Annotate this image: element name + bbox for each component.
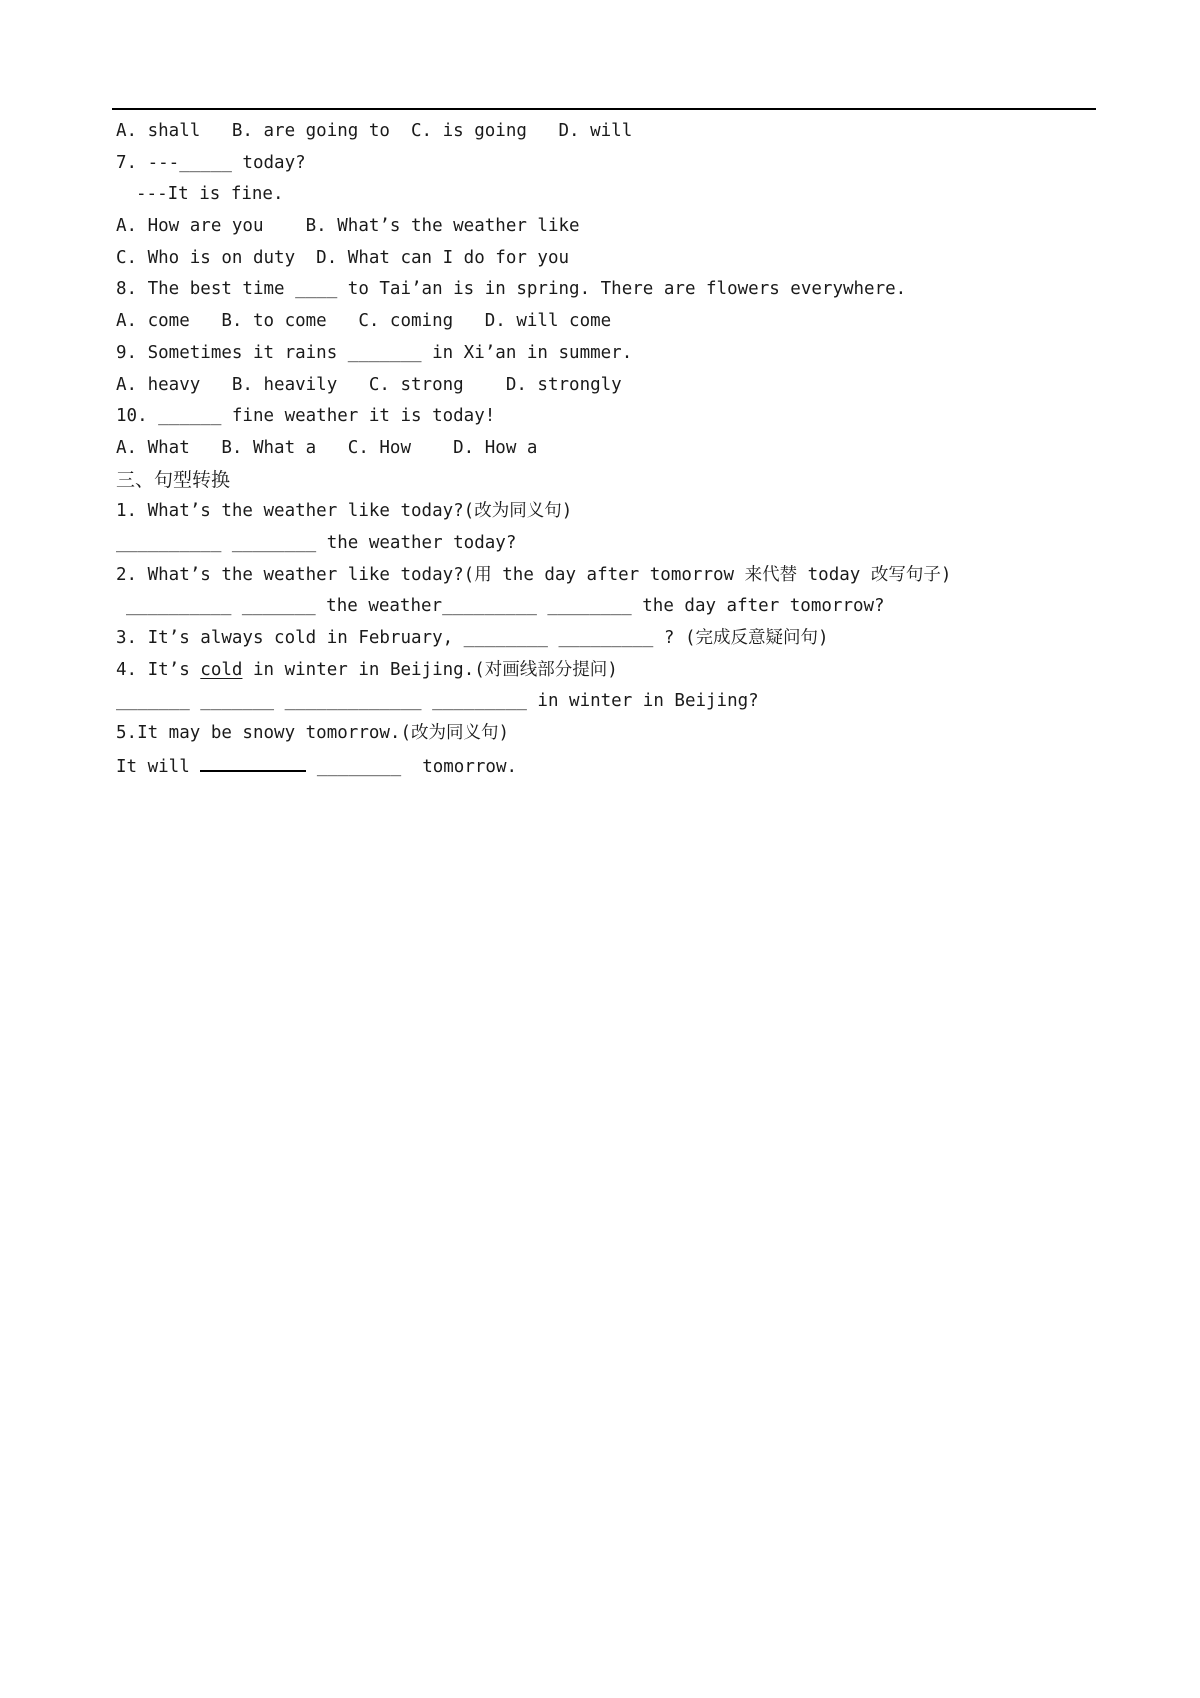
transform-4-answer: _______ _______ _____________ _________ in winter in Beijing? (116, 691, 759, 712)
transform-4-post: in winter in Beijing.(对画线部分提问) (242, 659, 618, 680)
transform-4-pre: 4. It’s (116, 659, 201, 680)
transform-5-question: 5.It may be snowy tomorrow.(改为同义句) (116, 723, 510, 744)
q10-options: A. What B. What a C. How D. How a (116, 437, 538, 458)
transform-5-answer (116, 750, 1096, 782)
transform-3-question: 3. It’s always cold in February, ________ _________ ? (完成反意疑问句) (116, 628, 829, 648)
transform-1-question: 1. What’s the weather like today?(改为同义句) (116, 501, 573, 522)
q7-options-cd: C. Who is on duty D. What can I do for you (116, 247, 570, 268)
header-rule (112, 108, 1096, 110)
q7-options-ab: A. How are you B. What’s the weather like (116, 216, 580, 237)
q8-options: A. come B. to come C. coming D. will come (116, 311, 612, 332)
transform-2-question: 2. What’s the weather like today?(用 the day after tomorrow 来代替 today 改写句子) (116, 564, 952, 585)
q10-question: 10. ______ fine weather it is today! (116, 406, 496, 427)
answer-blank (200, 750, 306, 772)
underlined-word: cold (200, 659, 243, 680)
worksheet-content (116, 116, 1096, 781)
transform-2-answer: __________ _______ the weather_________ ________ the day after tomorrow? (126, 596, 885, 617)
transform-4-question (116, 655, 1096, 687)
q7-response: ---It is fine. (136, 184, 284, 205)
q6-options: A. shall B. are going to C. is going D. will (116, 121, 633, 141)
transform-5-pre: It will (116, 756, 201, 777)
transform-1-answer: __________ ________ the weather today? (116, 532, 517, 553)
q9-question: 9. Sometimes it rains _______ in Xi’an in summer. (116, 342, 633, 363)
q7-question: 7. ---_____ today? (116, 152, 306, 173)
q9-options: A. heavy B. heavily C. strong D. strongly (116, 374, 622, 395)
transform-5-post: ________ tomorrow. (306, 756, 518, 777)
q8-question: 8. The best time ____ to Tai’an is in spring. There are flowers everywhere. (116, 279, 907, 300)
section-three-heading: 三、句型转换 (116, 468, 231, 491)
